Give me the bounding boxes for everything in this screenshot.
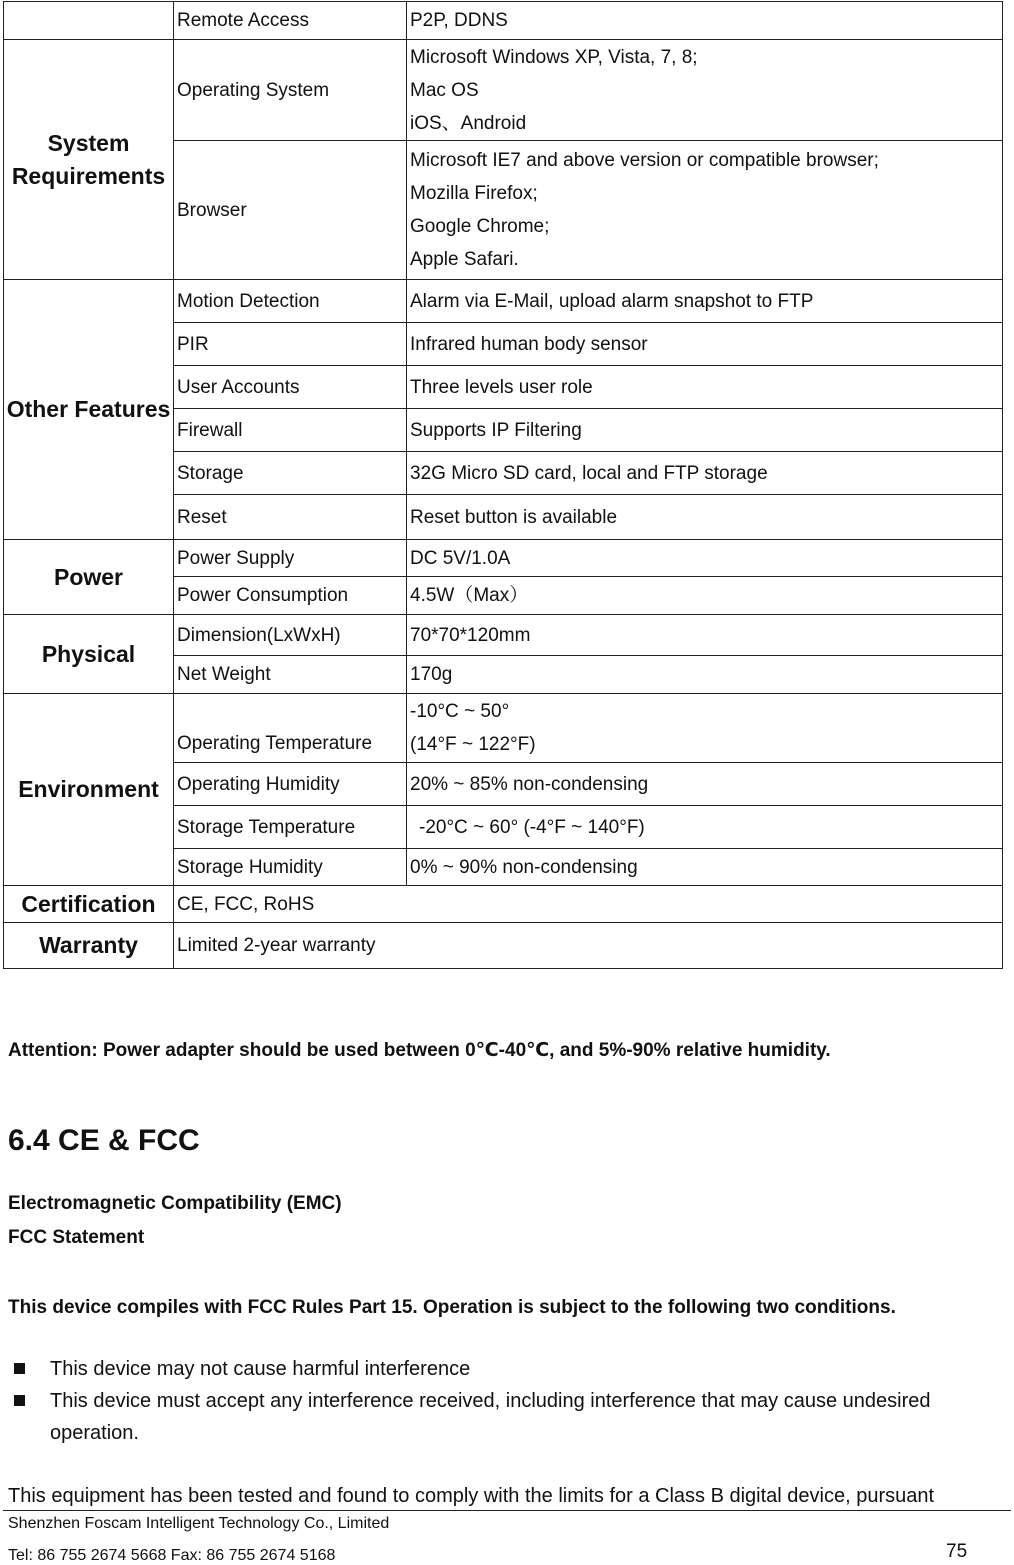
table-row <box>4 2 1003 40</box>
table-row <box>4 886 1003 923</box>
category-environment: Environment <box>4 694 174 886</box>
category-cell-empty <box>4 2 174 40</box>
value-line: Microsoft Windows XP, Vista, 7, 8; <box>410 46 698 68</box>
value-line: Google Chrome; <box>410 216 550 237</box>
feature-value: Alarm via E-Mail, upload alarm snapshot to FTP <box>407 280 1003 323</box>
feature-value: 170g <box>407 656 1003 694</box>
feature-value: DC 5V/1.0A <box>407 540 1003 577</box>
feature-label: Power Supply <box>174 540 407 577</box>
section-title: 6.4 CE & FCC <box>8 1124 200 1157</box>
feature-label: Storage Temperature <box>174 806 407 849</box>
attention-note: Attention: Power adapter should be used between 0℃-40℃, and 5%-90% relative humidity. <box>8 1040 831 1061</box>
category-certification: Certification <box>4 886 174 923</box>
table-row <box>4 280 1003 323</box>
table-row <box>4 694 1003 763</box>
list-item <box>8 1385 1010 1449</box>
category-warranty: Warranty <box>4 923 174 969</box>
feature-label: Operating System <box>174 40 407 141</box>
feature-label: Net Weight <box>174 656 407 694</box>
value-line: Mac OS <box>410 79 479 101</box>
list-item-text: This device may not cause harmful interference <box>50 1358 471 1380</box>
footer-contact: Tel: 86 755 2674 5668 Fax: 86 755 2674 5168 <box>8 1547 336 1564</box>
feature-value: Reset button is available <box>407 495 1003 540</box>
table-row <box>4 40 1003 141</box>
square-bullet-icon <box>14 1363 25 1374</box>
table-row <box>4 540 1003 577</box>
category-system-requirements: System Requirements <box>4 40 174 280</box>
feature-label: Reset <box>174 495 407 540</box>
feature-value: 4.5W（Max） <box>407 577 1003 615</box>
feature-label: Power Consumption <box>174 577 407 615</box>
list-item <box>8 1353 1010 1385</box>
page-number: 75 <box>946 1541 968 1562</box>
feature-value: 70*70*120mm <box>407 615 1003 656</box>
feature-label: Firewall <box>174 409 407 452</box>
value-line: (14°F ~ 122°F) <box>410 734 536 755</box>
category-physical: Physical <box>4 615 174 694</box>
feature-value: 32G Micro SD card, local and FTP storage <box>407 452 1003 495</box>
feature-value <box>407 141 1003 280</box>
value-line: Microsoft IE7 and above version or compatible browser; <box>410 150 879 171</box>
class-b-paragraph: This equipment has been tested and found to comply with the limits for a Class B digital device, pursuant <box>8 1485 935 1507</box>
table-row <box>4 615 1003 656</box>
value-line: Apple Safari. <box>410 249 519 270</box>
subheading-emc: Electromagnetic Compatibility (EMC) <box>8 1193 342 1214</box>
footer-divider <box>3 1510 1011 1511</box>
feature-value <box>407 694 1003 763</box>
feature-value <box>407 40 1003 141</box>
feature-value: P2P, DDNS <box>407 2 1003 40</box>
list-item-text: This device must accept any interference received, including interference that may cause undesired operation. <box>50 1390 931 1444</box>
feature-value: 0% ~ 90% non-condensing <box>407 849 1003 886</box>
footer-company: Shenzhen Foscam Intelligent Technology Co., Limited <box>8 1515 390 1532</box>
feature-value: Limited 2-year warranty <box>174 923 1003 969</box>
feature-value: CE, FCC, RoHS <box>174 886 1003 923</box>
square-bullet-icon <box>14 1395 25 1406</box>
category-other-features: Other Features <box>4 280 174 540</box>
feature-label: Operating Temperature <box>174 694 407 763</box>
subheading-fcc-statement: FCC Statement <box>8 1227 145 1248</box>
fcc-statement-paragraph: This device compiles with FCC Rules Part 15. Operation is subject to the following two conditions. <box>8 1297 896 1318</box>
value-line: -10°C ~ 50° <box>410 701 510 722</box>
feature-value: Infrared human body sensor <box>407 323 1003 366</box>
value-line: Mozilla Firefox; <box>410 183 538 204</box>
feature-label: User Accounts <box>174 366 407 409</box>
feature-value: -20°C ~ 60° (-4°F ~ 140°F) <box>407 806 1003 849</box>
feature-label: Operating Humidity <box>174 763 407 806</box>
table-row <box>4 923 1003 969</box>
feature-label: PIR <box>174 323 407 366</box>
feature-label: Storage Humidity <box>174 849 407 886</box>
feature-label: Browser <box>174 141 407 280</box>
feature-label: Storage <box>174 452 407 495</box>
feature-label: Remote Access <box>174 2 407 40</box>
feature-label: Dimension(LxWxH) <box>174 615 407 656</box>
spec-table <box>3 1 1003 969</box>
feature-label: Motion Detection <box>174 280 407 323</box>
feature-value: Three levels user role <box>407 366 1003 409</box>
category-power: Power <box>4 540 174 615</box>
feature-value: Supports IP Filtering <box>407 409 1003 452</box>
value-line: iOS、Android <box>410 112 527 134</box>
feature-value: 20% ~ 85% non-condensing <box>407 763 1003 806</box>
